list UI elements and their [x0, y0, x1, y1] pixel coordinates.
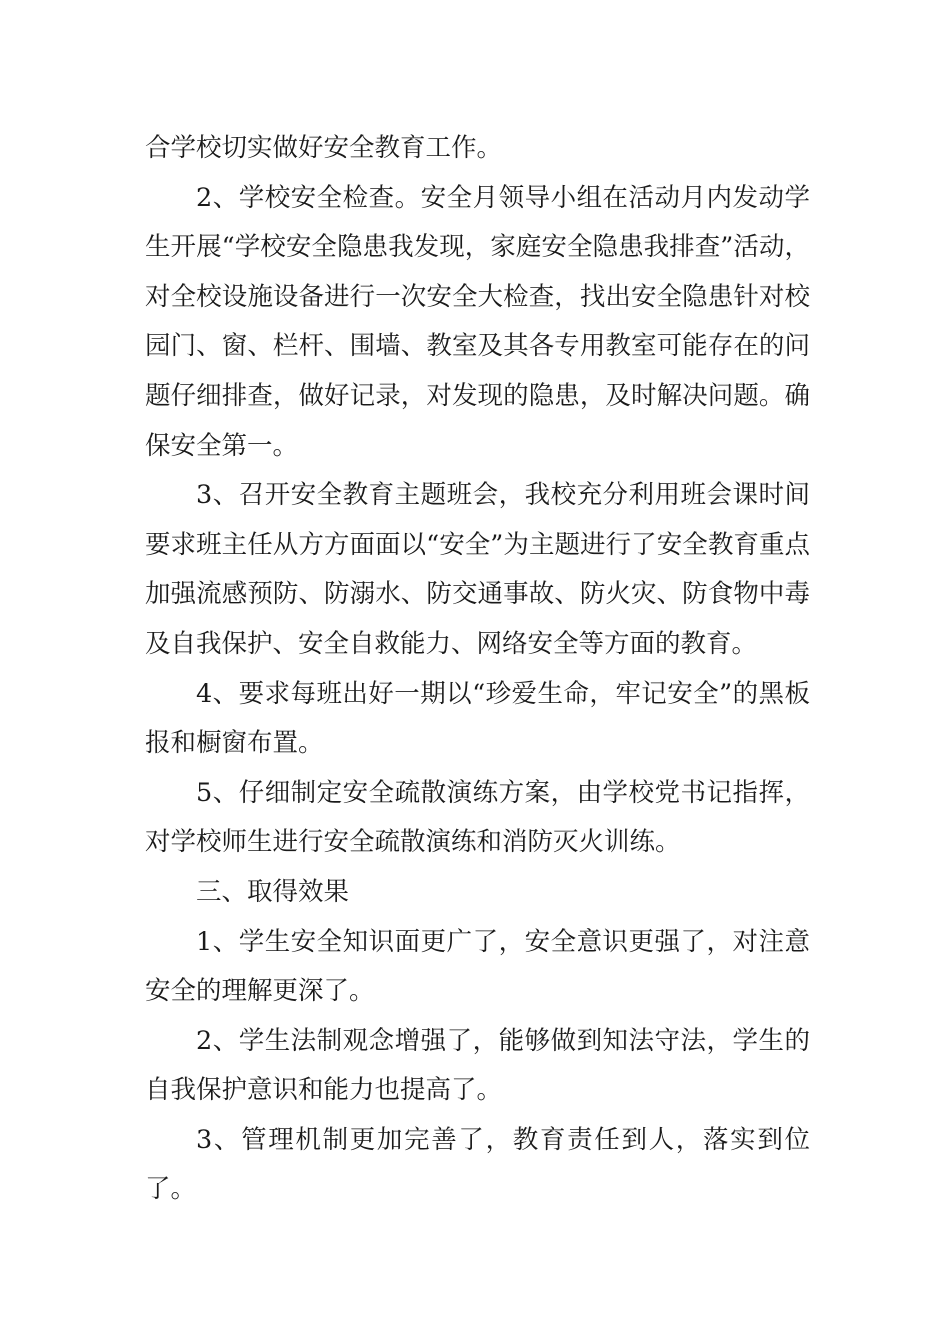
paragraph-result-knowledge: 1、学生安全知识面更广了，安全意识更强了，对注意安全的理解更深了。 — [145, 926, 810, 1007]
paragraph-school-safety-inspection: 2、学校安全检查。安全月领导小组在活动月内发动学生开展“学校安全隐患我发现，家庭安全隐患我排查”活动，对全校设施设备进行一次安全大检查，找出安全隐患针对校园门、窗、栏杆、围墙、教室及其各专用教室可能存在的问题仔细排查，做好记录，对发现的隐患，及时解决问题。确保安全第一。 — [145, 182, 810, 461]
section-heading-results: 三、取得效果 — [196, 876, 350, 907]
paragraph-result-legal-awareness: 2、学生法制观念增强了，能够做到知法守法，学生的自我保护意识和能力也提高了。 — [145, 1025, 810, 1106]
paragraph-class-meeting: 3、召开安全教育主题班会，我校充分利用班会课时间要求班主任从方方面面以“安全”为主题进行了安全教育重点加强流感预防、防溺水、防交通事故、防火灾、防食物中毒及自我保护、安全自救能力、网络安全等方面的教育。 — [145, 480, 810, 659]
paragraph-blackboard-report: 4、要求每班出好一期以“珍爱生命，牢记安全”的黑板报和橱窗布置。 — [145, 678, 810, 759]
document-body — [145, 124, 810, 1215]
paragraph-result-management: 3、管理机制更加完善了，教育责任到人，落实到位了。 — [145, 1124, 810, 1205]
paragraph-continuation: 合学校切实做好安全教育工作。 — [145, 133, 503, 163]
paragraph-evacuation-drill: 5、仔细制定安全疏散演练方案，由学校党书记指挥，对学校师生进行安全疏散演练和消防灭火训练。 — [145, 777, 810, 858]
